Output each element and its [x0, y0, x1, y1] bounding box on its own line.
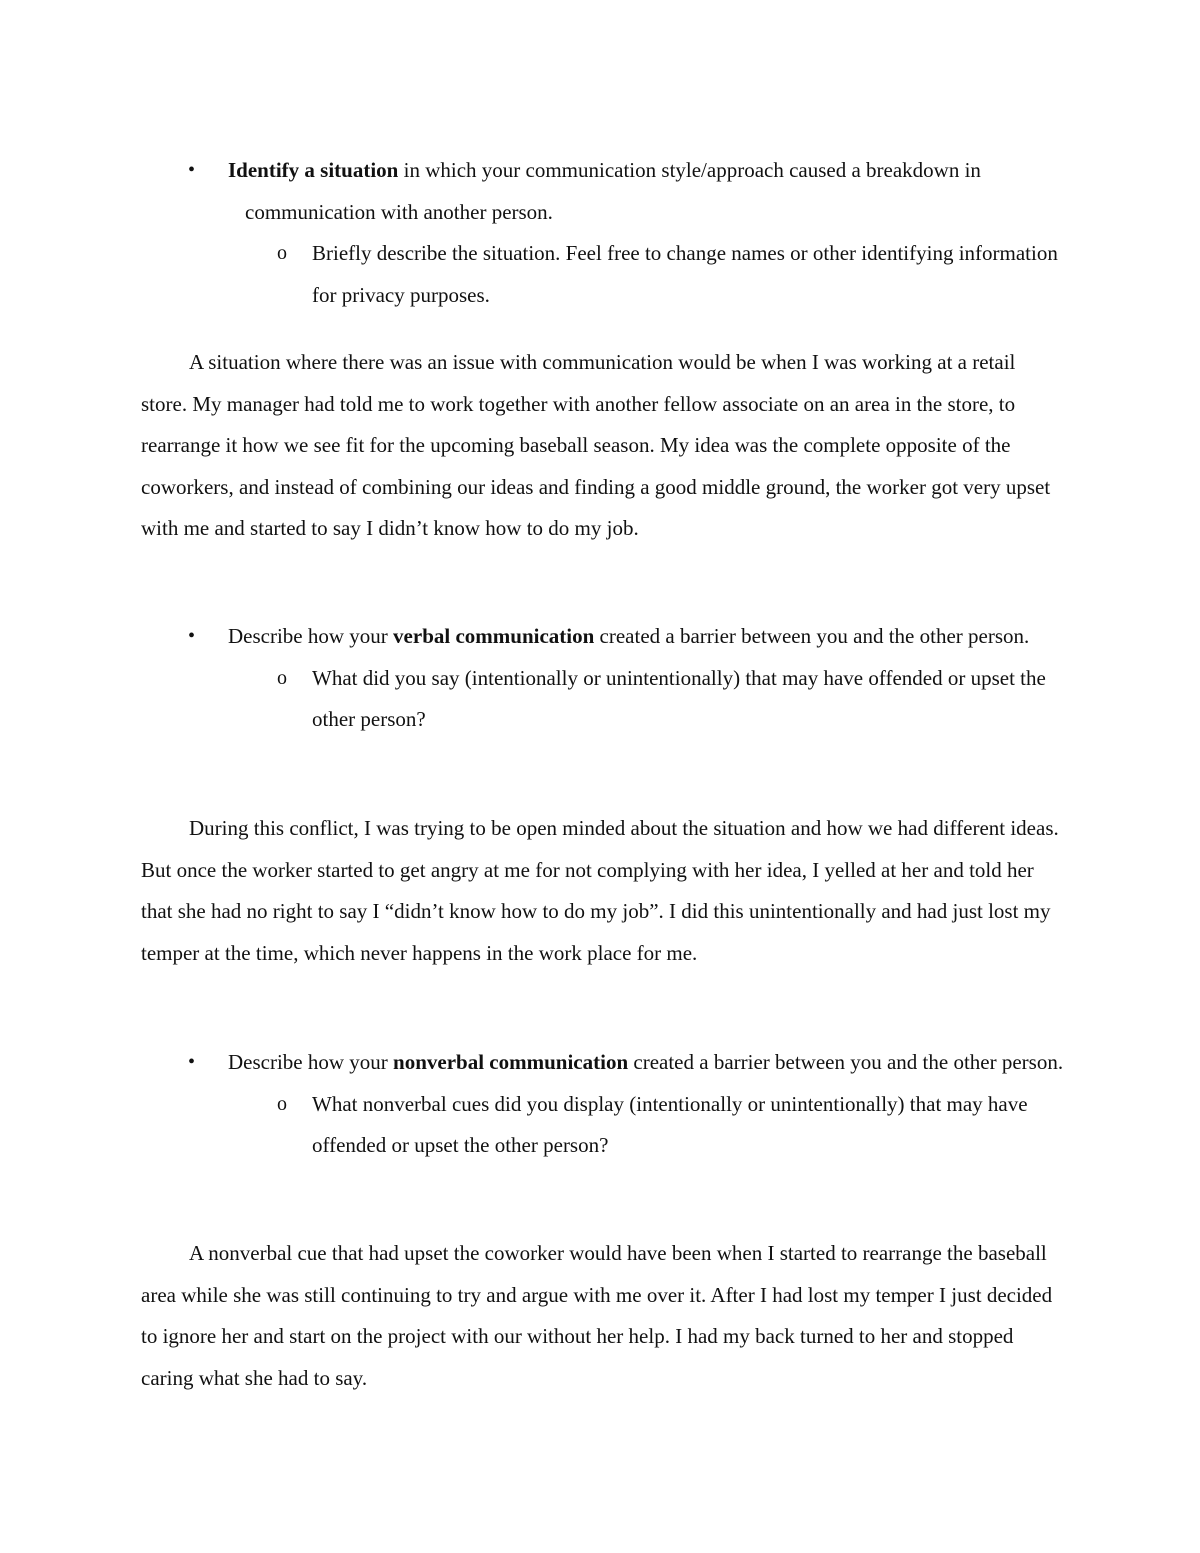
prompt-1 — [141, 150, 1066, 233]
subprompt-3 — [141, 1084, 1066, 1167]
prompt-bold: Identify a situation — [228, 158, 399, 182]
subprompt-2 — [141, 658, 1066, 741]
prompt-bold: verbal communication — [393, 624, 595, 648]
prompt-text: Describe how your nonverbal communication created a barrier between you and the other person. — [228, 1050, 1064, 1074]
subbullet-icon: o — [277, 666, 287, 689]
bullet-icon: • — [188, 159, 196, 181]
prompt-text: Describe how your verbal communication created a barrier between you and the other person. — [228, 624, 1030, 648]
subbullet-icon: o — [277, 1092, 287, 1115]
prompt-text: Identify a situation in which your communication style/approach caused a breakdown in communication with another person. — [228, 158, 981, 224]
section-1 — [141, 150, 1066, 316]
answer-3: A nonverbal cue that had upset the coworker would have been when I started to rearrange the baseball area while she was still continuing to try and argue with me over it. After I had lost my temper I just decided to ignore her and start on the project with our without her help. I had my back turned to her and stopped caring what she had to say. — [141, 1241, 1053, 1390]
subbullet-icon: o — [277, 242, 287, 264]
prompt-bold: nonverbal communication — [393, 1050, 629, 1074]
subprompt-text: What nonverbal cues did you display (intentionally or unintentionally) that may have offended or upset the other person? — [312, 1091, 1028, 1157]
section-3 — [141, 1042, 1066, 1167]
bullet-icon: • — [188, 1051, 196, 1073]
subprompt-1 — [141, 233, 1066, 316]
prompt-3 — [141, 1042, 1066, 1084]
section-2 — [141, 616, 1066, 741]
bullet-icon: • — [188, 625, 196, 647]
subprompt-text: What did you say (intentionally or unintentionally) that may have offended or upset the other person? — [312, 665, 1046, 731]
answer-2: During this conflict, I was trying to be open minded about the situation and how we had different ideas. But once the worker started to get angry at me for not complying with her idea, I yelled at her and told her that she had no right to say I “didn’t know how to do my job”. I did this unintentionally and had just lost my temper at the time, which never happens in the work place for me. — [141, 816, 1059, 965]
prompt-2 — [141, 616, 1066, 658]
subprompt-text: Briefly describe the situation. Feel free to change names or other identifying information for privacy purposes. — [312, 241, 1058, 307]
answer-1: A situation where there was an issue with communication would be when I was working at a retail store. My manager had told me to work together with another fellow associate on an area in the store, to rearrange it how we see fit for the upcoming baseball season. My idea was the complete opposite of the coworkers, and instead of combining our ideas and finding a good middle ground, the worker got very upset with me and started to say I didn’t know how to do my job. — [141, 350, 1051, 540]
